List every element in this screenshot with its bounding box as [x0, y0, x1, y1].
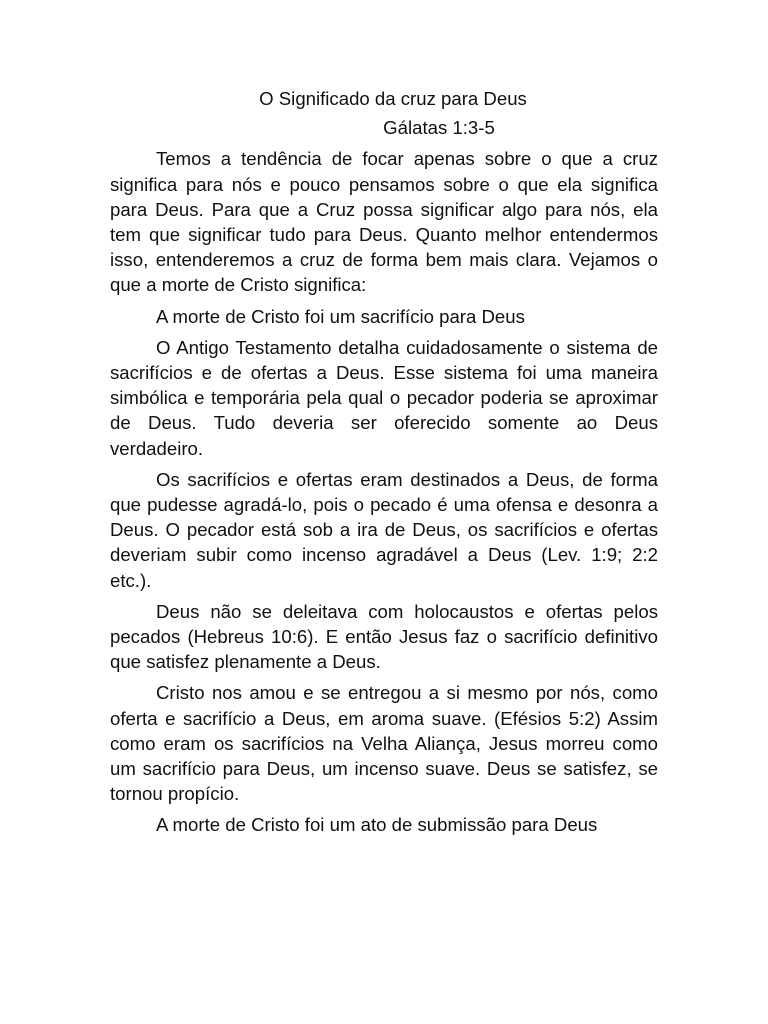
section-heading-sacrifice: A morte de Cristo foi um sacrifício para Deus	[156, 305, 525, 327]
scripture-reference: Gálatas 1:3-5	[383, 117, 495, 139]
paragraph-ephesians: Cristo nos amou e se entregou a si mesmo por nós, como oferta e sacrifício a Deus, em aroma suave. (Efésios 5:2) Assim como eram os sacrifícios na Velha Aliança, Jesus morreu como um sacrifício para Deus, um incenso suave. Deus se satisfez, se tornou propício.	[110, 682, 658, 805]
section-heading-submission: A morte de Cristo foi um ato de submissão para Deus	[156, 814, 598, 836]
paragraph-hebrews: Deus não se deleitava com holocaustos e ofertas pelos pecados (Hebreus 10:6). E então Jesus faz o sacrifício definitivo que satisfez plenamente a Deus.	[110, 600, 658, 673]
document-title: O Significado da cruz para Deus	[259, 88, 527, 109]
paragraph-offerings: Os sacrifícios e ofertas eram destinados a Deus, de forma que pudesse agradá-lo, pois o pecado é uma ofensa e desonra a Deus. O pecador está sob a ira de Deus, os sacrifícios e ofertas deveriam subir como incenso agradável a Deus (Lev. 1:9; 2:2 etc.).	[110, 468, 658, 591]
paragraph-old-testament: O Antigo Testamento detalha cuidadosamente o sistema de sacrifícios e de ofertas a Deus. Esse sistema foi uma maneira simbólica e temporária pela qual o pecador poderia se aproximar de Deus. Tudo deveria ser oferecido somente ao Deus verdadeiro.	[110, 336, 658, 459]
paragraph-intro: Temos a tendência de focar apenas sobre o que a cruz significa para nós e pouco pensamos sobre o que ela significa para Deus. Para que a Cruz possa significar algo para nós, ela tem que significar tudo para Deus. Quanto melhor entendermos isso, entenderemos a cruz de forma bem mais clara. Vejamos o que a morte de Cristo significa:	[110, 148, 658, 296]
